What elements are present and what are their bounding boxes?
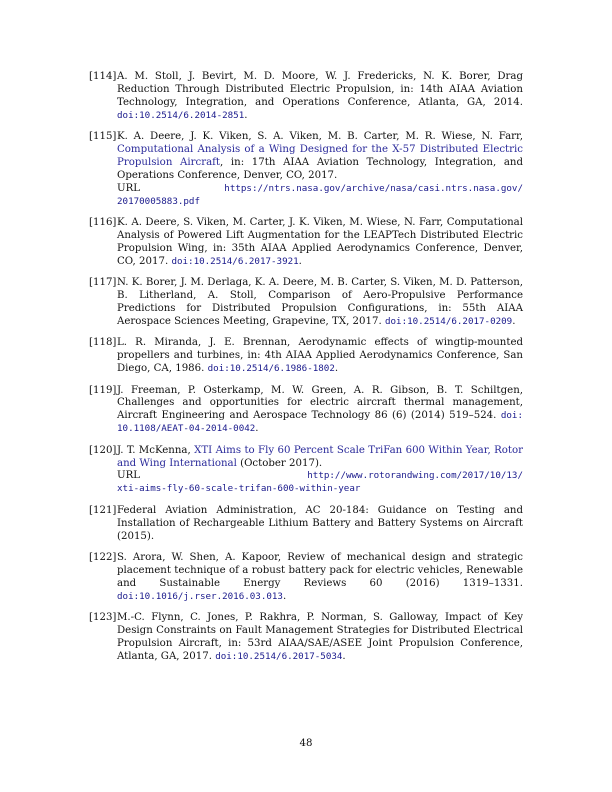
reference-text: S. Arora, W. Shen, A. Kapoor, Review of mechanical design and strategic placement technique of a robust battery pack for electric vehicles, Renewable and Sustainable Energy Reviews 60 (2016) 1319–1331. <box>117 552 523 589</box>
url-link[interactable]: http://www.rotorandwing.com/2017/10/13/ <box>307 470 523 482</box>
reference-number: [117] <box>89 277 117 289</box>
url-label: URL <box>117 182 141 194</box>
reference-tail: . <box>512 315 516 327</box>
doi-link[interactable]: doi:10.2514/6.1986-1802 <box>207 363 335 375</box>
reference-tail: . <box>255 423 259 435</box>
reference-tail: . <box>282 590 287 602</box>
reference-item <box>89 385 523 437</box>
reference-item <box>89 612 523 664</box>
reference-list <box>89 71 523 672</box>
reference-item <box>89 277 523 329</box>
reference-text: , in: 17th AIAA Aviation Technology, Integration, and Operations Conference, Denver, CO, 2017. <box>117 156 523 181</box>
reference-tail: . <box>244 109 248 121</box>
reference-number: [122] <box>89 552 117 563</box>
reference-item <box>89 552 523 604</box>
doi-link[interactable]: doi:10.2514/6.2014-2851 <box>117 109 245 121</box>
reference-number: [118] <box>89 337 117 349</box>
reference-number: [114] <box>89 71 117 82</box>
title-link[interactable]: XTI Aims to Fly 60 Percent Scale TriFan 600 Within Year, Rotor and Wing International <box>117 444 524 469</box>
reference-item <box>89 217 523 269</box>
reference-authors: J. T. McKenna, <box>117 444 195 456</box>
reference-text: M.-C. Flynn, C. Jones, P. Rakhra, P. Norman, S. Galloway, Impact of Key Design Constraints on Fault Management Strategies for Distributed Electrical Propulsion Aircraft, in: 53rd AIAA/SAE/ASEE Joint Propulsion Conference, Atlanta, GA, 2017. <box>117 612 523 662</box>
reference-text: L. R. Miranda, J. E. Brennan, Aerodynamic effects of wingtip-mounted propellers and turbines, in: 4th AIAA Applied Aerodynamics Conference, San Diego, CA, 1986. <box>117 337 523 375</box>
reference-text: J. Freeman, P. Osterkamp, M. W. Green, A. R. Gibson, B. T. Schiltgen, Challenges and opportunities for electric aircraft thermal management, Aircraft Engineering and Aerospace Technology 86 (6) (2014) 519–524. <box>117 384 523 422</box>
reference-text: A. M. Stoll, J. Bevirt, M. D. Moore, W. J. Fredericks, N. K. Borer, Drag Reduction Through Distributed Electric Propulsion, in: 14th AIAA Aviation Technology, Integration, and Operations Conference, Atlanta, GA, 2014. <box>117 71 523 108</box>
reference-number: [119] <box>89 384 117 396</box>
reference-text: (October 2017). <box>236 457 323 469</box>
doi-link[interactable]: doi: 10.1108/AEAT-04-2014-0042 <box>117 410 523 435</box>
reference-authors: K. A. Deere, J. K. Viken, S. A. Viken, M. B. Carter, M. R. Wiese, N. Farr, <box>117 131 523 143</box>
url-link-continuation[interactable]: xti-aims-fly-60-scale-trifan-600-within-year <box>117 483 361 495</box>
doi-link[interactable]: doi:10.1016/j.rser.2016.03.013 <box>117 590 283 602</box>
reference-number: [115] <box>89 131 117 143</box>
page-number: 48 <box>299 738 313 749</box>
url-link[interactable]: https://ntrs.nasa.gov/archive/nasa/casi.ntrs.nasa.gov/ <box>224 182 523 194</box>
doi-link[interactable]: doi:10.2514/6.2017-0209 <box>384 315 513 327</box>
reference-item <box>89 337 523 376</box>
reference-item <box>89 71 523 123</box>
reference-number: [121] <box>89 504 117 516</box>
reference-text: N. K. Borer, J. M. Derlaga, K. A. Deere, M. B. Carter, S. Viken, M. D. Patterson, B. Litherland, A. Stoll, Comparison of Aero-Propulsive Performance Predictions for Distributed Propulsion Configurations, in: 55th AIAA Aerospace Sciences Meeting, Grapevine, TX, 2017. <box>117 277 523 327</box>
reference-item <box>89 505 523 544</box>
reference-item <box>89 131 523 208</box>
reference-tail: . <box>342 650 346 662</box>
url-link-continuation[interactable]: 20170005883.pdf <box>117 195 200 207</box>
reference-item <box>89 445 523 497</box>
reference-text: K. A. Deere, S. Viken, M. Carter, J. K. Viken, M. Wiese, N. Farr, Computational Analysis of Powered Lift Augmentation for the LEAPTech Distributed Electric Propulsion Wing, in: 35th AIAA Applied Aerodynamics Conference, Denver, CO, 2017. <box>117 217 523 267</box>
reference-tail: . <box>334 363 339 375</box>
reference-tail: . <box>298 255 302 267</box>
reference-number: [120] <box>89 444 117 456</box>
reference-number: [123] <box>89 612 117 624</box>
reference-number: [116] <box>89 217 117 229</box>
doi-link[interactable]: doi:10.2514/6.2017-3921 <box>171 255 299 267</box>
title-link[interactable]: Computational Analysis of a Wing Designed for the X-57 Distributed Electric Propulsion Aircraft <box>117 144 523 168</box>
url-label: URL <box>117 470 141 482</box>
doi-link[interactable]: doi:10.2514/6.2017-5034 <box>215 650 343 662</box>
reference-text: Federal Aviation Administration, AC 20-184: Guidance on Testing and Installation of Rechargeable Lithium Battery and Battery Systems on Aircraft (2015). <box>117 504 523 542</box>
